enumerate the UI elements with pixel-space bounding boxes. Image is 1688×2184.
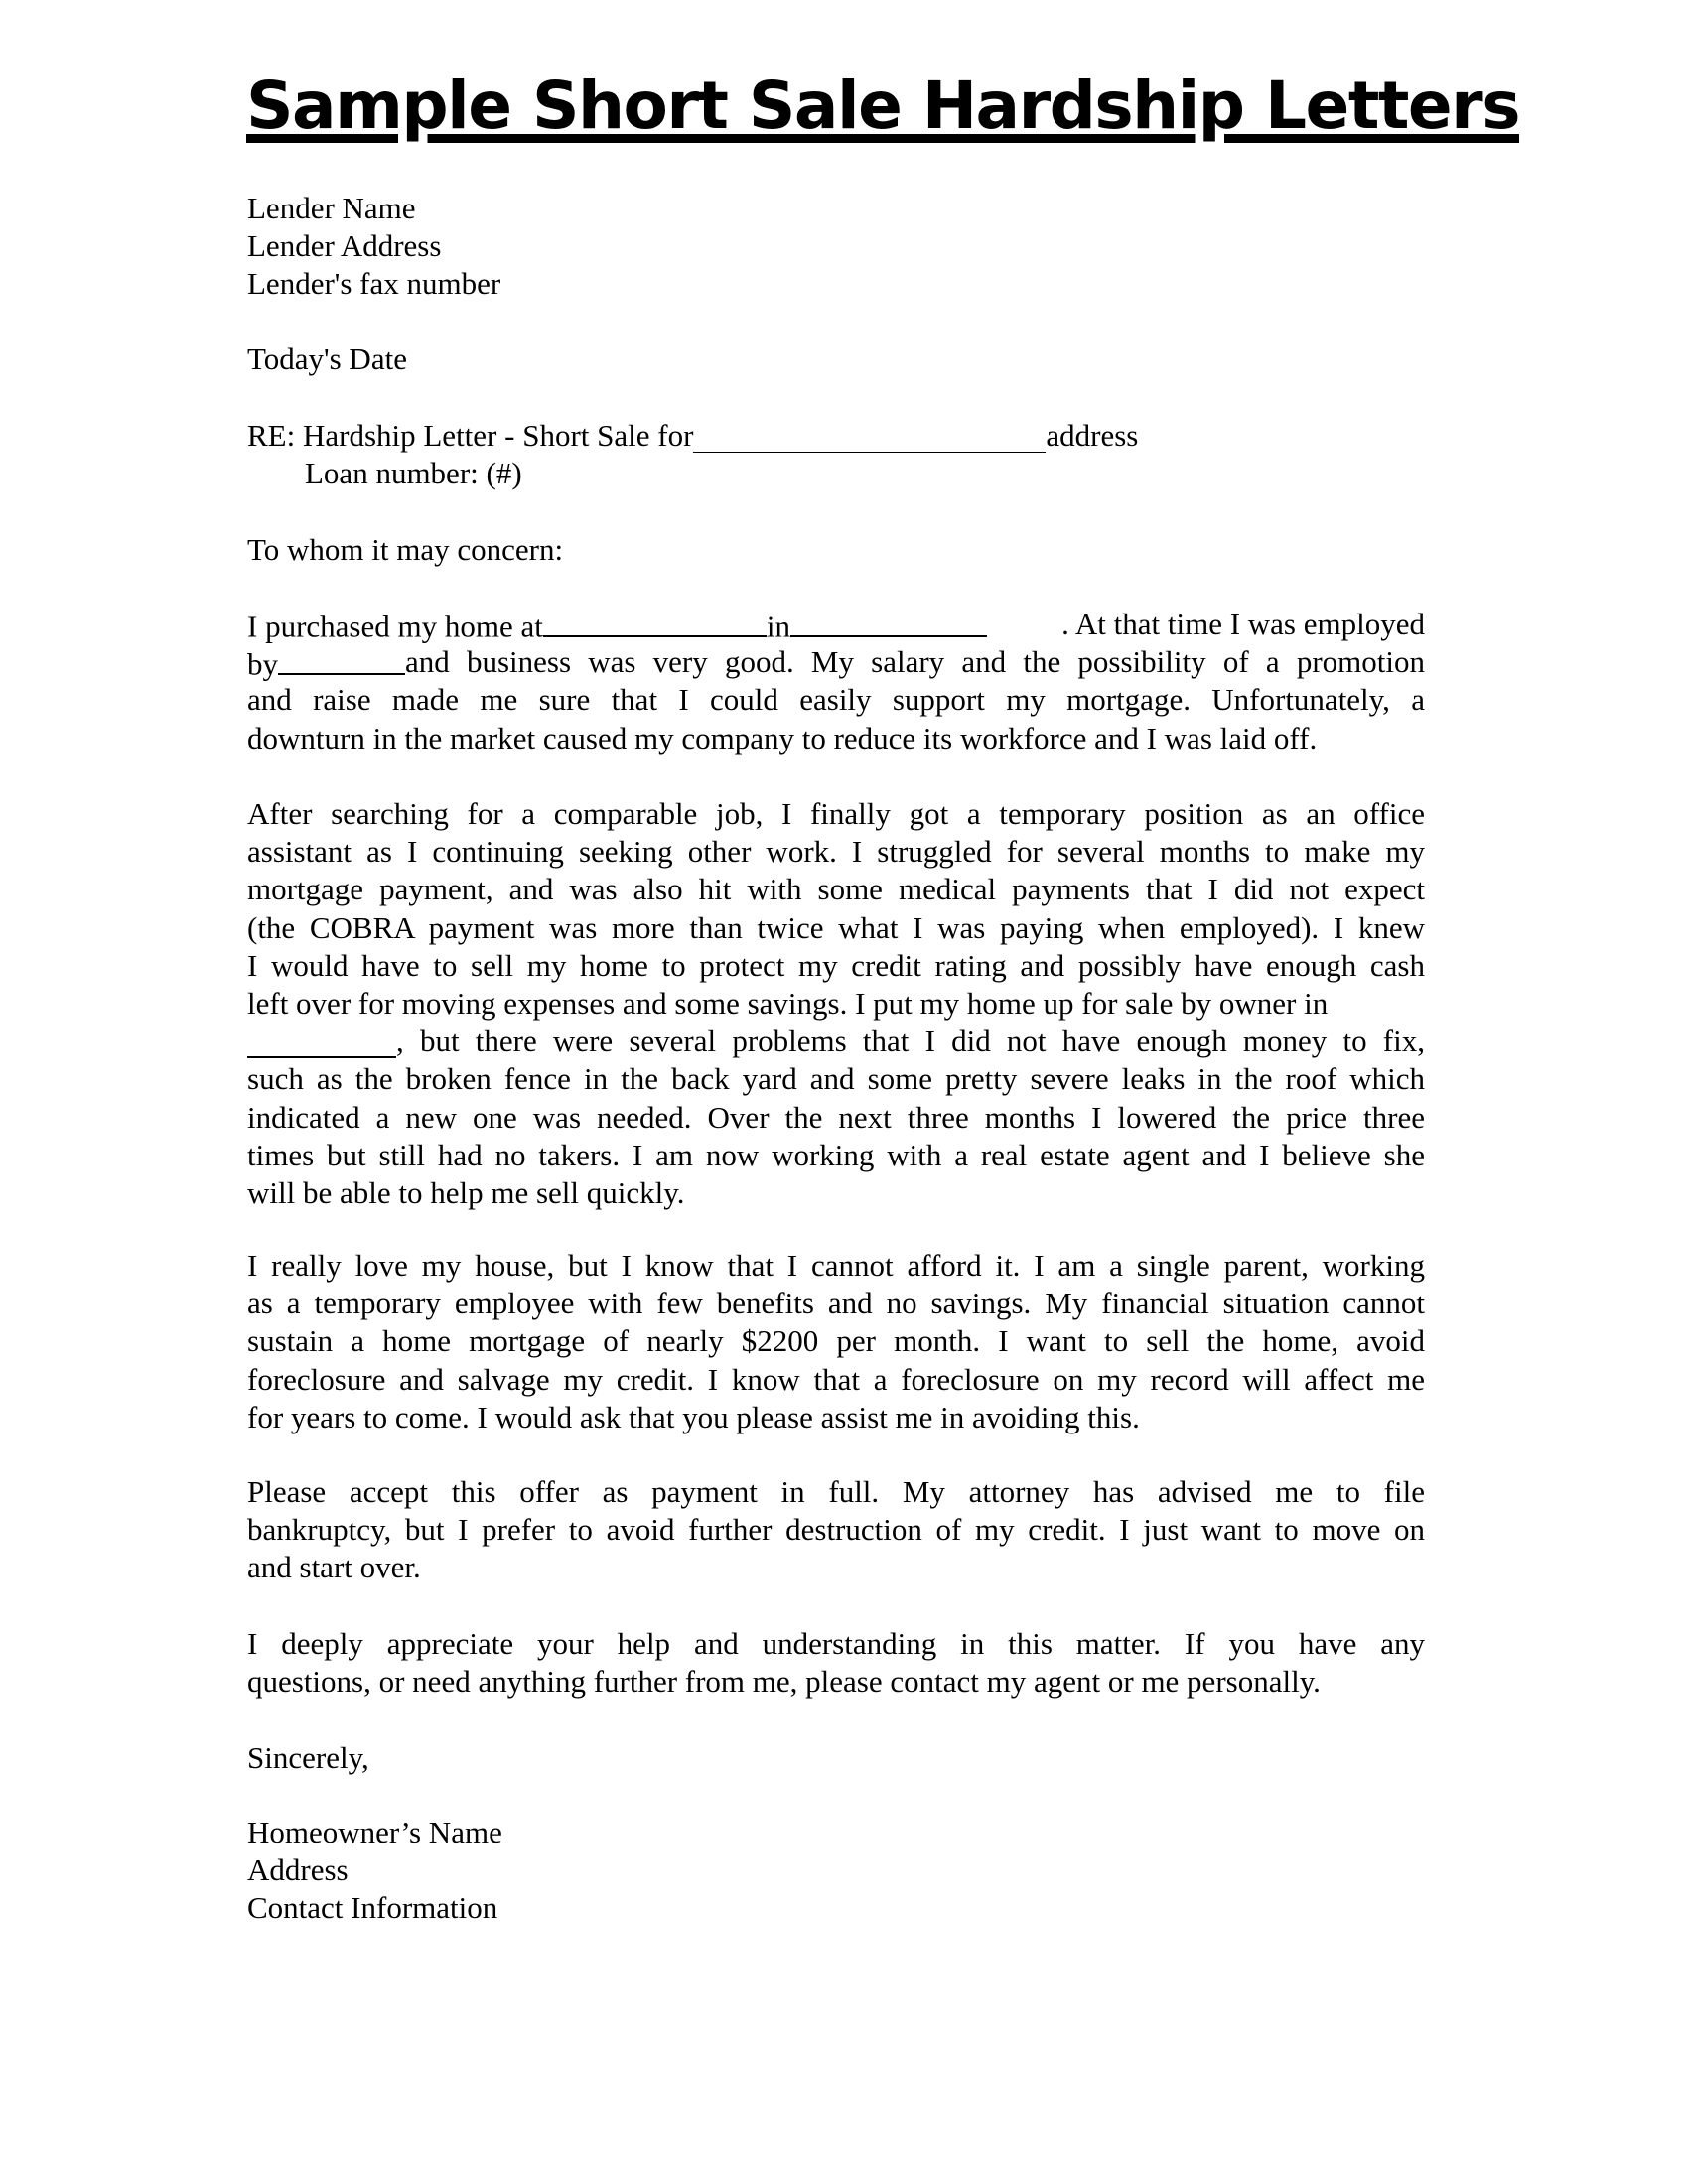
date-line: Today's Date: [247, 341, 407, 376]
p1-text: by: [247, 646, 278, 682]
p2-line: assistant as I continuing seeking other work. I struggled for several months to make my: [247, 834, 1425, 870]
signature-block: [247, 1814, 1425, 1928]
p1-line-3: and raise made me sure that I could easily support my mortgage. Unfortunately, a: [247, 682, 1425, 718]
p2-line: left over for moving expenses and some savings. I put my home up for sale by owner in: [247, 985, 1329, 1021]
lender-fax: Lender's fax number: [247, 266, 501, 302]
p3-line: sustain a home mortgage of nearly $2200 per month. I want to sell the home, avoid: [247, 1323, 1425, 1359]
paragraph-1: [247, 606, 1425, 757]
re-block: [247, 417, 1425, 492]
p3-line: for years to come. I would ask that you please assist me in avoiding this.: [247, 1399, 1140, 1434]
p5-line: I deeply appreciate your help and understanding in this matter. If you have any: [247, 1626, 1425, 1661]
p4-line: Please accept this offer as payment in full. My attorney has advised me to file: [247, 1474, 1425, 1509]
paragraph-5: [247, 1625, 1425, 1701]
lender-address: Lender Address: [247, 228, 442, 264]
employer-blank: [278, 640, 405, 675]
address-blank: [693, 419, 1046, 453]
p3-line: foreclosure and salvage my credit. I know that a foreclosure on my record will affect me: [247, 1361, 1425, 1397]
p2-line: indicated a new one was needed. Over the next three months I lowered the price three: [247, 1099, 1425, 1135]
re-suffix: address: [1046, 418, 1139, 453]
paragraph-3: [247, 1247, 1425, 1436]
homeowner-name: Homeowner’s Name: [247, 1815, 502, 1849]
p1-line-2: [247, 643, 1425, 681]
closing: Sincerely,: [247, 1740, 369, 1775]
loan-number: Loan number: (#): [305, 456, 522, 491]
p2-line: (the COBRA payment was more than twice what I was paying when employed). I knew: [247, 909, 1425, 945]
p5-line: questions, or need anything further from me, please contact my agent or me personally.: [247, 1664, 1321, 1700]
purchase-year-blank: [790, 603, 987, 637]
lender-name: Lender Name: [247, 191, 416, 225]
lender-block: [247, 190, 1425, 304]
p1-text: in: [766, 609, 790, 644]
salutation-block: [247, 531, 1425, 569]
p2-line: mortgage payment, and was also hit with some medical payments that I did not expect: [247, 872, 1425, 907]
closing-block: [247, 1739, 1425, 1777]
purchase-price-blank: [543, 603, 767, 637]
p3-line: I really love my house, but I know that I cannot afford it. I am a single parent, working: [247, 1248, 1425, 1283]
p1-text: I purchased my home at: [247, 609, 543, 644]
re-line: [247, 417, 1425, 455]
listing-date-blank: [247, 1024, 396, 1059]
p1-text: . At that time I was employed: [1061, 607, 1425, 641]
salutation: To whom it may concern:: [247, 532, 564, 567]
paragraph-4: [247, 1473, 1425, 1587]
p2-line: After searching for a comparable job, I finally got a temporary position as an office: [247, 796, 1425, 831]
p1-line-4: downturn in the market caused my company to reduce its workforce and I was laid off.: [247, 720, 1318, 755]
p2-line: I would have to sell my home to protect my credit rating and possibly have enough cash: [247, 947, 1425, 983]
p1-text: and business was very good. My salary and the possibility of a promotion: [405, 644, 1425, 680]
p2-line-7: [247, 1023, 1425, 1060]
p2-line: will be able to help me sell quickly.: [247, 1174, 685, 1210]
p1-line-1: [247, 606, 1425, 643]
p2-text: , but there were several problems that I did not have enough money to fix,: [396, 1024, 1425, 1059]
p2-line: such as the broken fence in the back yard and some pretty severe leaks in the roof which: [247, 1061, 1425, 1097]
p2-line: times but still had no takers. I am now working with a real estate agent and I believe she: [247, 1137, 1425, 1172]
p4-line: and start over.: [247, 1550, 421, 1585]
p3-line: as a temporary employee with few benefits and no savings. My financial situation cannot: [247, 1286, 1425, 1321]
p4-line: bankruptcy, but I prefer to avoid further destruction of my credit. I just want to move on: [247, 1512, 1425, 1548]
re-prefix: RE: Hardship Letter - Short Sale for: [247, 418, 694, 453]
paragraph-2: [247, 795, 1425, 1212]
homeowner-contact: Contact Information: [247, 1890, 498, 1926]
date-block: [247, 341, 1425, 378]
page-title: Sample Short Sale Hardship Letters: [246, 68, 1520, 144]
homeowner-address: Address: [247, 1852, 349, 1888]
